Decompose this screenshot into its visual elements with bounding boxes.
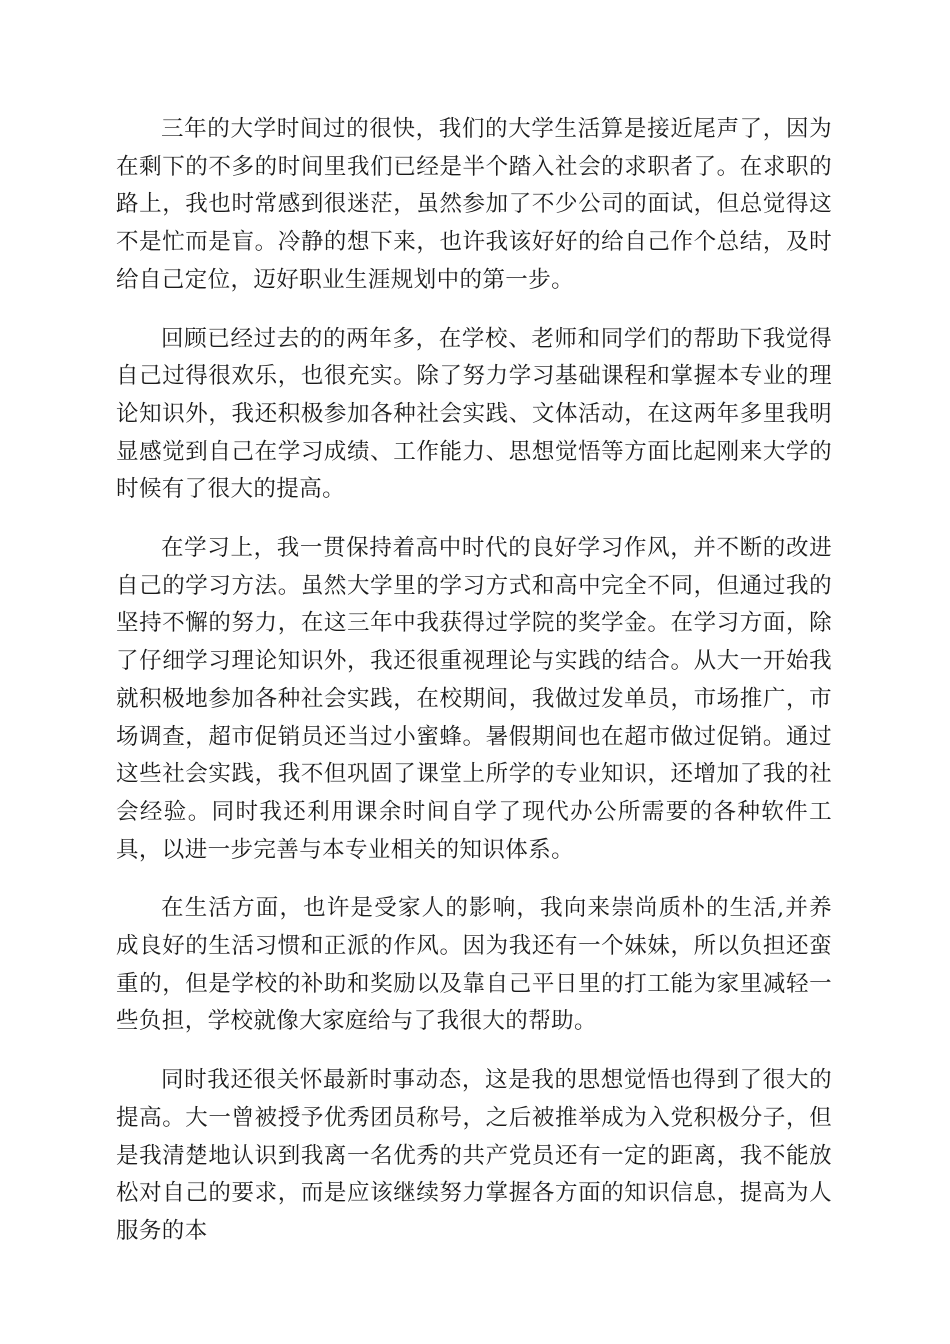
paragraph-1: 三年的大学时间过的很快，我们的大学生活算是接近尾声了，因为在剩下的不多的时间里我们已经是半个踏入社会的求职者了。在求职的路上，我也时常感到很迷茫，虽然参加了不少公司的面试，但总觉得这不是忙而是盲。冷静的想下来，也许我该好好的给自己作个总结，及时给自己定位，迈好职业生涯规划中的第一步。 — [116, 116, 832, 293]
paragraph-2: 回顾已经过去的的两年多，在学校、老师和同学们的帮助下我觉得自己过得很欢乐，也很充实。除了努力学习基础课程和掌握本专业的理论知识外，我还积极参加各种社会实践、文体活动，在这两年多里我明显感觉到自己在学习成绩、工作能力、思想觉悟等方面比起刚来大学的时候有了很大的提高。 — [116, 325, 832, 503]
paragraph-4: 在生活方面，也许是受家人的影响，我向来崇尚质朴的生活,并养成良好的生活习惯和正派的作风。因为我还有一个妹妹，所以负担还蛮重的，但是学校的补助和奖励以及靠自己平日里的打工能为家里减轻一些负担，学校就像大家庭给与了我很大的帮助。 — [116, 895, 832, 1035]
paragraph-3: 在学习上，我一贯保持着高中时代的良好学习作风，并不断的改进自己的学习方法。虽然大学里的学习方式和高中完全不同，但通过我的坚持不懈的努力，在这三年中我获得过学院的奖学金。在学习方面，除了仔细学习理论知识外，我还很重视理论与实践的结合。从大一开始我就积极地参加各种社会实践，在校期间，我做过发单员，市场推广，市场调查，超市促销员还当过小蜜蜂。暑假期间也在超市做过促销。通过这些社会实践，我不但巩固了课堂上所学的专业知识，还增加了我的社会经验。同时我还利用课余时间自学了现代办公所需要的各种软件工具，以进一步完善与本专业相关的知识体系。 — [116, 535, 832, 863]
document-body — [116, 111, 832, 1272]
paragraph-5: 同时我还很关怀最新时事动态，这是我的思想觉悟也得到了很大的提高。大一曾被授予优秀团员称号，之后被推举成为入党积极分子，但是我清楚地认识到我离一名优秀的共产党员还有一定的距离，我不能放松对自己的要求，而是应该继续努力掌握各方面的知识信息，提高为人服务的本 — [116, 1067, 832, 1244]
